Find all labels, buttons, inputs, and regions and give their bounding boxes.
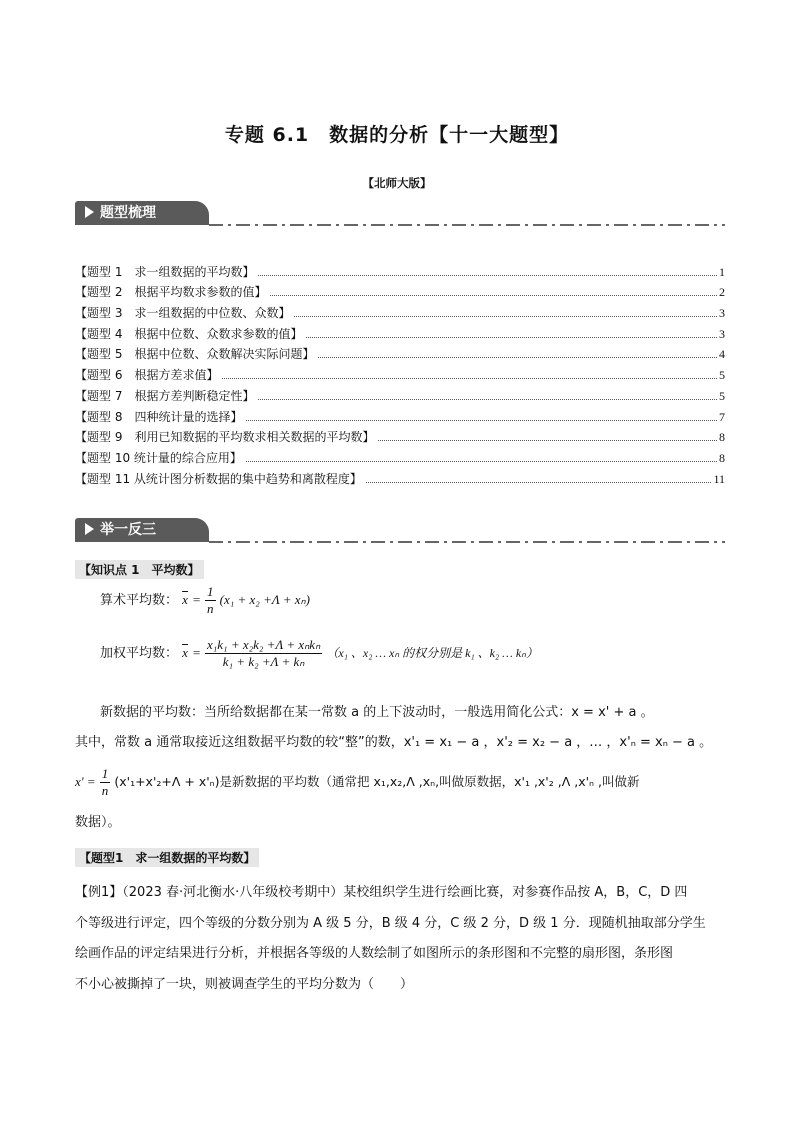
weighted-fraction (205, 637, 322, 670)
toc-leader-dots (258, 399, 717, 400)
new-mean-description: (x'₁+x'₂+Λ + x'ₙ)是新数据的平均数（通常把 x₁,x₂,Λ ,xₙ,叫做原数据，x'₁ ,x'₂ ,Λ ,x'ₙ ,叫做新 (114, 774, 640, 789)
play-triangle-icon (85, 523, 94, 535)
toc-leader-dots (246, 461, 717, 462)
toc-page-number: 5 (719, 388, 725, 403)
weighted-label: 加权平均数： (100, 646, 179, 661)
arithmetic-mean-formula: 算术平均数： $\overline{x}$ = $\frac{1}{n}$ (x₁ + x₂ +Λ + xₙ) (100, 584, 311, 616)
arith-numerator: 1 (207, 584, 214, 599)
toc-page-number: 5 (719, 368, 725, 383)
toc-leader-dots (270, 295, 717, 296)
new-mean-fraction (100, 766, 111, 799)
toc-page-number: 3 (719, 326, 725, 341)
new-mean-denominator: n (101, 783, 109, 798)
example-1 (75, 878, 725, 1000)
toc-page-number: 4 (719, 347, 725, 362)
toc-label: 【题型 1 求一组数据的平均数】 (75, 264, 255, 279)
new-mean-lhs: x' = (75, 774, 96, 789)
toc-label: 【题型 5 根据中位数、众数解决实际问题】 (75, 347, 315, 362)
new-mean-formula (75, 766, 639, 799)
weighted-lhs: $\overline{x}$ (182, 645, 188, 660)
toc-label: 【题型 3 求一组数据的中位数、众数】 (75, 306, 291, 321)
toc-label: 【题型 7 根据方差判断稳定性】 (75, 388, 255, 403)
example-line: 个等级进行评定，四个等级的分数分别为 A 级 5 分，B 级 4 分，C 级 2 分，D 级 1 分．现随机抽取部分学生 (75, 915, 706, 931)
toc-leader-dots (222, 378, 717, 379)
toc-page-number: 1 (719, 264, 725, 279)
weighted-numerator: x₁k₁ + x₂k₂ +Λ + xₙkₙ (207, 637, 321, 652)
toc-label: 【题型 6 根据方差求值】 (75, 368, 219, 383)
toc-row[interactable] (75, 383, 725, 404)
toc-row[interactable] (75, 445, 725, 466)
toc-row[interactable] (75, 466, 725, 487)
toc-page-number: 8 (719, 450, 725, 465)
toc-row[interactable] (75, 404, 725, 425)
banner-tab (75, 518, 209, 542)
toc-leader-dots (366, 482, 712, 483)
toc-page-number: 3 (719, 306, 725, 321)
toc-row[interactable] (75, 280, 725, 301)
new-mean-description-continued: 数据）。 (75, 815, 121, 830)
example-line: 绘画作品的评定结果进行分析，并根据各等级的人数绘制了如图所示的条形图和不完整的扇形图，条形图 (75, 946, 674, 961)
edition-label: 【北师大版】 (362, 176, 432, 190)
arith-denominator: n (207, 601, 214, 616)
example-line: 不小心被撕掉了一块，则被调查学生的平均分数为（ ） (75, 976, 414, 992)
toc-label: 【题型 2 根据平均数求参数的值】 (75, 285, 267, 300)
toc-leader-dots (294, 316, 717, 317)
arith-fraction (205, 584, 216, 617)
play-triangle-icon (85, 206, 94, 218)
weighted-mean-formula: 加权平均数： $\overline{x}$ = $\frac{\text{x₁k₁ + x₂k₂ +Λ + xₙkₙ}}{\text{k₁ + k₂ +Λ + kₙ}}$ （x₁ 、x₂ … xₙ 的权分别是 k₁ 、k₂ … kₙ） (100, 637, 538, 669)
new-mean-numerator: 1 (101, 766, 109, 781)
table-of-contents (75, 259, 725, 487)
toc-leader-dots (378, 440, 717, 441)
page-title: 专题 6.1 数据的分析【十一大题型】 (224, 124, 570, 146)
type1-heading: 【题型1 求一组数据的平均数】 (75, 848, 259, 867)
toc-label: 【题型 10 统计量的综合应用】 (75, 450, 242, 465)
toc-page-number: 8 (719, 430, 725, 445)
weighted-denominator: k₁ + k₂ +Λ + kₙ (222, 654, 305, 669)
toc-leader-dots (306, 337, 717, 338)
toc-row[interactable] (75, 321, 725, 342)
toc-label: 【题型 9 利用已知数据的平均数求相关数据的平均数】 (75, 430, 375, 445)
weighted-note: （x₁ 、x₂ … xₙ 的权分别是 k₁ 、k₂ … kₙ） (326, 646, 538, 660)
toc-label: 【题型 4 根据中位数、众数求参数的值】 (75, 326, 303, 341)
toc-page-number: 2 (719, 285, 725, 300)
toc-leader-dots (318, 357, 717, 358)
toc-row[interactable] (75, 342, 725, 363)
arith-lhs: $\overline{x}$ (182, 592, 188, 607)
toc-label: 【题型 8 四种统计量的选择】 (75, 409, 243, 424)
offset-definition-paragraph: 其中，常数 a 通常取接近这组数据平均数的较“整”的数，x'₁ = x₁ − a ，x'₂ = x₂ − a ，… ，x'ₙ = xₙ − a 。 (75, 735, 713, 750)
toc-leader-dots (246, 420, 717, 421)
arith-rhs: (x₁ + x₂ +Λ + xₙ) (219, 592, 311, 607)
toc-row[interactable] (75, 362, 725, 383)
new-data-paragraph: 新数据的平均数：当所给数据都在某一常数 a 的上下波动时，一般选用简化公式：x = x' + a 。 (100, 705, 654, 720)
section-banner-type-overview (75, 201, 725, 227)
toc-row[interactable] (75, 300, 725, 321)
toc-page-number: 7 (719, 409, 725, 424)
toc-page-number: 11 (713, 471, 725, 486)
section-banner-examples (75, 518, 725, 544)
banner-label: 举一反三 (100, 522, 156, 538)
banner-label: 题型梳理 (100, 205, 156, 221)
example-line: 【例1】（2023 春·河北衡水·八年级校考期中）某校组织学生进行绘画比赛，对参赛作品按 A，B，C，D 四 (75, 885, 688, 900)
toc-row[interactable] (75, 425, 725, 446)
toc-leader-dots (258, 275, 717, 276)
banner-tab (75, 201, 209, 225)
knowledge-point-label: 【知识点 1 平均数】 (75, 560, 204, 579)
arith-label: 算术平均数： (100, 593, 179, 608)
toc-label: 【题型 11 从统计图分析数据的集中趋势和离散程度】 (75, 471, 362, 486)
toc-row[interactable] (75, 259, 725, 280)
